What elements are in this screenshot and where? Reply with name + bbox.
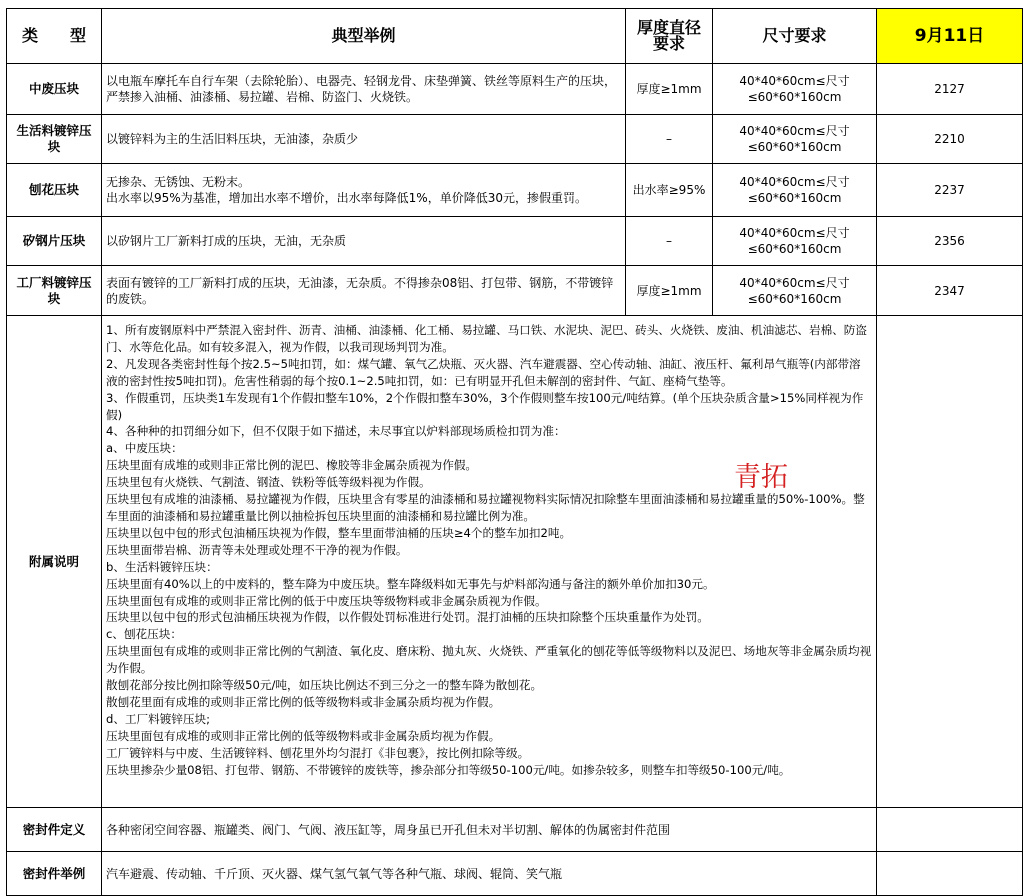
table-row bbox=[7, 217, 1023, 266]
row-thickness: – bbox=[626, 115, 713, 164]
notes-line: 压块里面包有成堆的或则非正常比例的低等级物料或非金属杂质均视为作假。 bbox=[106, 728, 501, 743]
notes-line: 压块里面有成堆的或则非正常比例的泥巴、橡胶等非金属杂质视为作假。 bbox=[106, 458, 478, 473]
notes-label: 附属说明 bbox=[7, 316, 102, 808]
table-row bbox=[7, 164, 1023, 217]
row-thickness: 厚度≥1mm bbox=[626, 64, 713, 115]
notes-line: 压块里面带岩棉、沥青等未处理或处理不干净的视为作假。 bbox=[106, 542, 408, 557]
row-type: 生活料镀锌压块 bbox=[7, 115, 102, 164]
notes-line: 散刨花里面有成堆的或则非正常比例的低等级物料或非金属杂质均视为作假。 bbox=[106, 694, 501, 709]
notes-line: b、生活料镀锌压块： bbox=[106, 559, 218, 574]
notes-line: 压块里面有40%以上的中废料的，整车降为中废压块。整车降级料如无事先与炉料部沟通与备注的额外单价加扣30元。 bbox=[106, 576, 715, 591]
row-example: 以电瓶车摩托车自行车架（去除轮胎）、电器壳、轻钢龙骨、床垫弹簧、铁丝等原料生产的压块，严禁掺入油桶、油漆桶、易拉罐、岩棉、防盗门、火烧铁。 bbox=[102, 64, 626, 115]
row-type: 矽钢片压块 bbox=[7, 217, 102, 266]
row-price: 2237 bbox=[877, 164, 1023, 217]
table-row bbox=[7, 266, 1023, 316]
notes-line: 3、作假重罚，压块类1车发现有1个作假扣整车10%，2个作假扣整车30%，3个作假则整车按100元/吨结算。(单个压块杂质含量>15%同样视为作假) bbox=[106, 390, 864, 422]
row-type: 工厂料镀锌压块 bbox=[7, 266, 102, 316]
row-size: 40*40*60cm≤尺寸≤60*60*160cm bbox=[713, 164, 877, 217]
notes-line: 压块里掺杂少量08铝、打包带、钢筋、不带镀锌的废铁等，掺杂部分扣等级50-100元/吨。如掺杂较多，则整车扣等级50-100元/吨。 bbox=[106, 762, 791, 777]
seal-def-row bbox=[7, 808, 1023, 852]
row-type: 刨花压块 bbox=[7, 164, 102, 217]
notes-line: 压块里面包有成堆的或则非正常比例的气割渣、氧化皮、磨床粉、抛丸灰、火烧铁、严重氧化的刨花等低等级物料以及泥巴、场地灰等非金属杂质均视为作假。 bbox=[106, 644, 872, 676]
table-row bbox=[7, 115, 1023, 164]
notes-line: 2、凡发现各类密封性每个按2.5~5吨扣罚，如：煤气罐、氧气乙炔瓶、灭火器、汽车避震器、空心传动轴、油缸、液压杆、氟利昂气瓶等(内部带溶液的密封性按5吨扣罚)。危害性稍弱的每个按0.1~2.5吨扣罚，如：已有明显开孔但未解剖的密封件、气缸、座椅气垫等。 bbox=[106, 356, 861, 388]
row-type: 中废压块 bbox=[7, 64, 102, 115]
notes-line: 压块里以包中包的形式包油桶压块视为作假，整车里面带油桶的压块≥4个的整车加扣2吨。 bbox=[106, 525, 572, 540]
row-size: 40*40*60cm≤尺寸≤60*60*160cm bbox=[713, 266, 877, 316]
row-size: 40*40*60cm≤尺寸≤60*60*160cm bbox=[713, 115, 877, 164]
row-example: 以矽钢片工厂新料打成的压块，无油，无杂质 bbox=[102, 217, 626, 266]
notes-line: c、刨花压块： bbox=[106, 627, 182, 642]
row-thickness: 出水率≥95% bbox=[626, 164, 713, 217]
notes-line: 压块里面包有成堆的或则非正常比例的低于中废压块等级物料或非金属杂质视为作假。 bbox=[106, 593, 547, 608]
notes-line: 1、所有废钢原料中严禁混入密封件、沥青、油桶、油漆桶、化工桶、易拉罐、马口铁、水泥块、泥巴、砖头、火烧铁、废油、机油滤芯、岩棉、防盗门、水等危化品。如有较多混入，视为作假，以我司现场判罚为准。 bbox=[106, 323, 867, 354]
row-example: 以镀锌料为主的生活旧料压块，无油漆，杂质少 bbox=[102, 115, 626, 164]
notes-row bbox=[7, 316, 1023, 808]
seal-ex-row bbox=[7, 852, 1023, 896]
row-price: 2210 bbox=[877, 115, 1023, 164]
seal-ex-empty bbox=[877, 852, 1023, 896]
notes-line: a、中废压块： bbox=[106, 441, 183, 456]
seal-def-empty bbox=[877, 808, 1023, 852]
row-price: 2356 bbox=[877, 217, 1023, 266]
row-example: 表面有镀锌的工厂新料打成的压块，无油漆，无杂质。不得掺杂08铝、打包带、钢筋，不带镀锌的废铁。 bbox=[102, 266, 626, 316]
notes-line: 4、各种种的扣罚细分如下，但不仅限于如下描述，未尽事宜以炉料部现场质检扣罚为准： bbox=[106, 424, 566, 439]
row-price: 2347 bbox=[877, 266, 1023, 316]
row-price: 2127 bbox=[877, 64, 1023, 115]
row-size: 40*40*60cm≤尺寸≤60*60*160cm bbox=[713, 64, 877, 115]
header-row bbox=[7, 9, 1023, 64]
notes-line: 散刨花部分按比例扣除等级50元/吨，如压块比例达不到三分之一的整车降为散刨花。 bbox=[106, 678, 543, 693]
seal-def-text: 各种密闭空间容器、瓶罐类、阀门、气阀、液压缸等，周身虽已开孔但未对半切割、解体的伪属密封件范围 bbox=[102, 808, 877, 852]
seal-ex-label: 密封件举例 bbox=[7, 852, 102, 896]
watermark-text: 青拓 bbox=[734, 462, 788, 493]
notes-line: 压块里以包中包的形式包油桶压块视为作假，以作假处罚标准进行处罚。混打油桶的压块扣除整个压块重量作为处罚。 bbox=[106, 610, 709, 625]
notes-line: 工厂镀锌料与中废、生活镀锌料、刨花里外均匀混打《非包裹》，按比例扣除等级。 bbox=[106, 745, 530, 760]
notes-price-empty bbox=[877, 316, 1023, 808]
header-date: 9月11日 bbox=[877, 9, 1023, 64]
table-row bbox=[7, 64, 1023, 115]
notes-content bbox=[102, 316, 877, 808]
header-type: 类 型 bbox=[7, 9, 102, 64]
seal-def-label: 密封件定义 bbox=[7, 808, 102, 852]
price-table bbox=[6, 8, 1023, 896]
notes-line: 压块里包有成堆的油漆桶、易拉罐视为作假，压块里含有零星的油漆桶和易拉罐视物料实际情况扣除整车里面油漆桶和易拉罐重量的50%-100%。整车里面的油漆桶和易拉罐重量比例以抽检拆包压块里面的油漆桶和易拉罐比例为准。 bbox=[106, 492, 865, 523]
row-size: 40*40*60cm≤尺寸≤60*60*160cm bbox=[713, 217, 877, 266]
header-example: 典型举例 bbox=[102, 9, 626, 64]
notes-line: 压块里包有火烧铁、气割渣、钢渣、铁粉等低等级料视为作假。 bbox=[106, 475, 431, 490]
row-thickness: 厚度≥1mm bbox=[626, 266, 713, 316]
row-thickness: – bbox=[626, 217, 713, 266]
header-thickness: 厚度直径要求 bbox=[626, 9, 713, 64]
header-size: 尺寸要求 bbox=[713, 9, 877, 64]
row-example: 无掺杂、无锈蚀、无粉末。 出水率以95%为基准，增加出水率不增价，出水率每降低1%，单价降低30元，掺假重罚。 bbox=[102, 164, 626, 217]
notes-line: d、工厂料镀锌压块; bbox=[106, 711, 211, 726]
seal-ex-text: 汽车避震、传动轴、千斤顶、灭火器、煤气氢气氧气等各种气瓶、球阀、辊筒、笑气瓶 bbox=[102, 852, 877, 896]
